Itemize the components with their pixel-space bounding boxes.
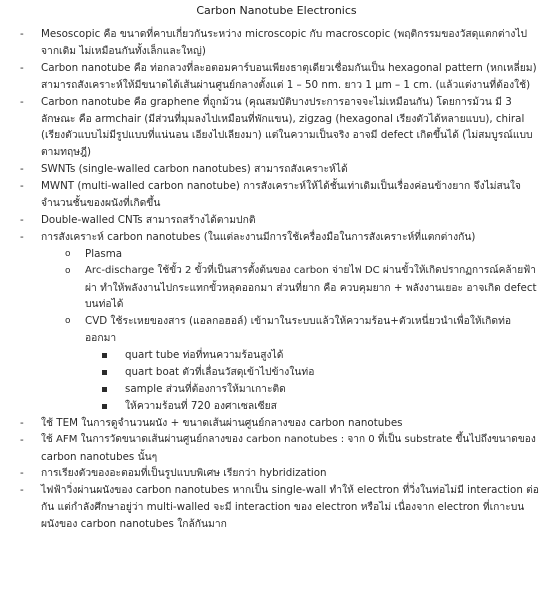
text-line: กัน แต่กำลังศึกษาอยู่ว่า multi-walled จะมี interaction ของ electron หรือไม่ เนื่องจาก electron ที่เกาะบน [41,501,525,514]
text-line: ผ่า ทำให้พลังงานไปกระแทกขั้วหลุดออกมา ส่วนที่ยาก คือ ควบคุมยาก + พลังงานเยอะ อาจเกิด defect [85,281,537,294]
text-line: Carbon nanotube คือ ท่อกลวงที่ละอตอมคาร์บอนเพียงธาตุเดียวเชื่อมกันเป็น hexagonal pattern (หกเหลี่ยม) [41,61,537,74]
text-line: Carbon nanotube คือ graphene ที่ถูกม้วน (คุณสมบัติบางประการอาจจะไม่เหมือนกัน) โดยการม้วน มี 3 [41,95,512,108]
list-item [0,482,543,533]
text-line: การสังเคราะห์ carbon nanotubes (ในแต่ละงานมีการใช้เครื่องมือในการสังเคราะห์ที่แตกต่างกัน) [41,230,476,243]
list-item [0,94,543,162]
dash-bullet: - [20,61,24,74]
text-line: CVD ใช้ระเหยของสาร (แอลกอฮอล์) เข้ามาในระบบแล้วให้ความร้อน+ตัวเหนี่ยวนำเพื่อให้เกิดท่อ [85,315,512,328]
list-item [0,161,543,178]
list-item-text [41,94,543,162]
dash-bullet: - [20,213,24,226]
dash-bullet: - [20,163,24,176]
text-line: Double-walled CNTs สามารถสร้างได้ตามปกติ [41,213,256,226]
text-line: MWNT (multi-walled carbon nanotube) การสังเคราะห์ให้ได้ชั้นเท่าเดิมเป็นเรื่องค่อนข้างยาก จึงไม่สนใจ [41,180,521,193]
text-line: จากเดิม ไม่เหมือนกันทั้งเล็กและใหญ่) [41,44,206,57]
list-item [0,432,543,466]
list-item-text [41,60,543,94]
list-item-text [85,246,543,263]
list-item-text [41,432,543,466]
text-line: สามารถสังเคราะห์ให้มีขนาดได้เส้นผ่านศูนย์กลางตั้งแต่ 1 – 50 nm. ยาว 1 µm – 1 cm. (แล้วแต่งานที่ต้องใช้) [41,78,531,91]
text-line: quart boat ตัวที่เลื่อนวัสดุเข้าไปข้างในท่อ [125,366,315,378]
list-item-text [41,212,543,229]
list-item [0,364,543,381]
text-line: sample ส่วนที่ต้องการให้มาเกาะติด [125,382,286,395]
document-title: Carbon Nanotube Electronics [196,4,357,17]
list-item [0,398,543,415]
dash-bullet: - [20,28,24,40]
text-line: การเรียงตัวของอะตอมที่เป็นรูปแบบพิเศษ เรียกว่า hybridization [41,467,327,480]
dash-bullet: - [20,95,24,108]
text-line: Mesoscopic คือ ขนาดที่คาบเกี่ยวกันระหว่าง microscopic กับ macroscopic (พฤติกรรมของวัสดุแตกต่างไป [41,28,528,40]
circle-bullet: o [65,248,71,259]
square-bullet-icon [102,353,107,358]
list-item-text [125,347,543,364]
text-line: ใช้ TEM ในการดูจำนวนผนัง + ขนาดเส้นผ่านศูนย์กลางของ carbon nanotubes [41,416,403,429]
text-line: SWNTs (single-walled carbon nanotubes) สามารถสังเคราะห์ได้ [41,163,348,176]
list-item [0,347,543,364]
text-line: ผนังของ carbon nanotubes ใกล้กันมาก [41,518,227,531]
text-line: ให้ความร้อนที่ 720 องศาเซลเซียส [125,399,277,412]
list-item [0,229,543,246]
list-item [0,415,543,432]
list-item-text [125,381,543,398]
text-line: ลักษณะ คือ armchair (มีส่วนที่มุมลงไปเหมือนที่พักแขน), zigzag (hexagonal เรียงตัวได้หลายแบบ), chiral [41,112,525,125]
dash-bullet: - [20,467,24,480]
text-line: Plasma [85,247,123,260]
list-item [0,381,543,398]
list-item [0,313,543,347]
text-line: ใช้ AFM ในการวัดขนาดเส้นผ่านศูนย์กลางของ carbon nanotubes : จาก 0 ที่เป็น substrate ขึ้นไปถึงขนาดของ [41,433,536,445]
list-item [0,212,543,229]
dash-bullet: - [20,180,24,193]
list-item-text [41,482,543,533]
dash-bullet: - [20,484,24,497]
text-line: บนท่อได้ [85,298,124,311]
list-item-text [41,178,543,212]
list-item-text [41,415,543,432]
text-line: ออกมา [85,332,117,345]
list-item [0,178,543,212]
dash-bullet: - [20,416,24,429]
square-bullet-icon [102,387,107,392]
text-line: carbon nanotubes นั้นๆ [41,450,158,463]
list-item-text [41,161,543,178]
dash-bullet: - [20,230,24,243]
circle-bullet: o [65,265,71,276]
list-item [0,60,543,94]
list-item-text [125,364,543,381]
text-line: (เรียงตัวแบบไม่มีรูปแบบที่แน่นอน เอียงไปเลียงมา) แต่ในความเป็นจริง อาจมี defect เกิดขึ้นได้ (ไม่สมบูรณ์แบบ [41,129,533,142]
text-line: quart tube ท่อที่ทนความร้อนสูงได้ [125,349,284,362]
list-item [0,246,543,263]
list-item [0,465,543,482]
list-item-text [41,465,543,482]
dash-bullet: - [20,433,24,446]
list-item [0,263,543,314]
list-item-text [41,26,543,60]
square-bullet-icon [102,370,107,375]
square-bullet-icon [102,404,107,409]
list-item-text [41,229,543,246]
list-item-text [125,398,543,415]
list-item-text [85,313,543,347]
list-item-text [85,263,543,314]
circle-bullet: o [65,316,71,327]
text-line: Arc-discharge ใช้ขั้ว 2 ขั้วที่เป็นสารตั้งต้นของ carbon จ่ายไฟ DC ผ่านขั้วให้เกิดปรากฏการณ์คล้ายฟ้า [85,264,536,276]
text-line: จำนวนชั้นของผนังที่เกิดขึ้น [41,197,161,209]
text-line: ตามทฤษฎี) [41,146,91,159]
text-line: ไฟฟ้าวิ่งผ่านผนังของ carbon nanotubes หากเป็น single-wall ทำให้ electron ที่วิ่งในท่อไม่มี interaction ต่อ [41,484,539,497]
list-item [0,26,543,60]
